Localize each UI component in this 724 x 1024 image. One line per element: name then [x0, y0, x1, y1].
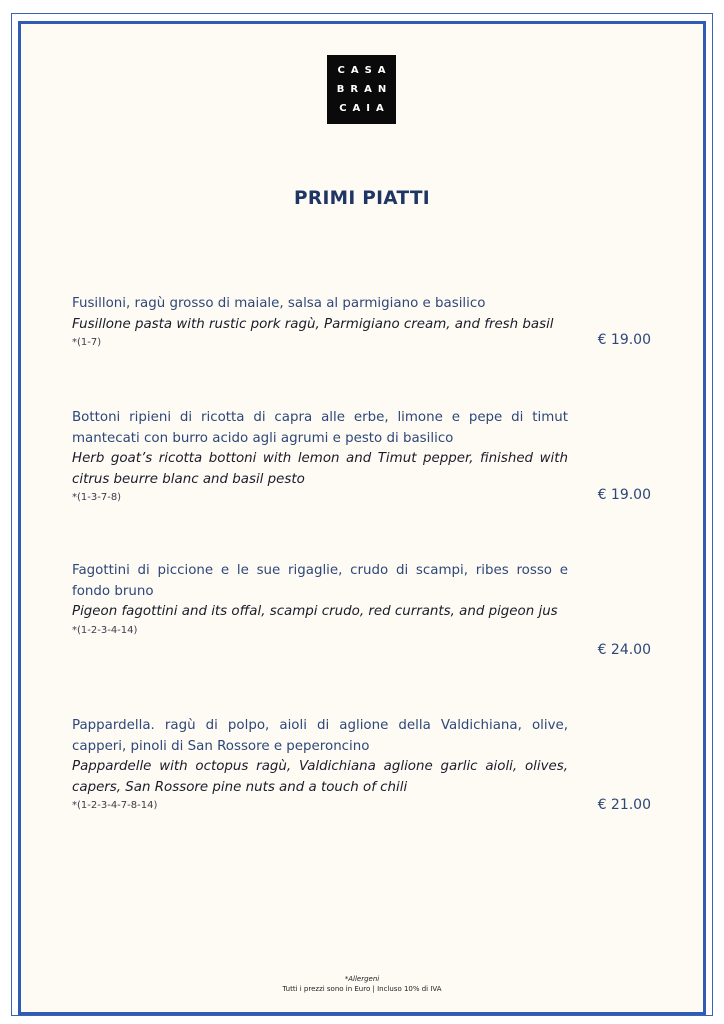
dish-name-english: Pappardelle with octopus ragù, Valdichiana aglione garlic aioli, olives, capers, San Rossore pine nuts and a touch of chili: [72, 759, 568, 795]
dish-name-english: Herb goat’s ricotta bottoni with lemon and Timut pepper, finished with citrus beurre blanc and basil pesto: [72, 451, 568, 487]
dish-name-english: Pigeon fagottini and its offal, scampi crudo, red currants, and pigeon jus: [72, 604, 558, 620]
dish-name-english: Fusillone pasta with rustic pork ragù, Parmigiano cream, and fresh basil: [72, 316, 554, 332]
allergen-codes: *(1-2-3-4-14): [72, 624, 138, 636]
logo-line-1: CASA: [337, 65, 392, 76]
brand-logo: [327, 55, 396, 124]
dish-price: € 19.00: [597, 332, 651, 348]
dish-name-italian: Bottoni ripieni di ricotta di capra alle erbe, limone e pepe di timut mantecati con burro acido agli agrumi e pesto di basilico: [72, 410, 568, 446]
dish-name-italian: Fusilloni, ragù grosso di maiale, salsa al parmigiano e basilico: [72, 296, 486, 311]
section-title: PRIMI PIATTI: [294, 188, 430, 209]
allergen-codes: *(1-2-3-4-7-8-14): [72, 800, 158, 812]
dish-name-italian: Pappardella. ragù di polpo, aioli di aglione della Valdichiana, olive, capperi, pinoli di San Rossore e peperoncino: [72, 718, 568, 754]
logo-line-2: BRAN: [336, 84, 393, 95]
dish-price: € 24.00: [597, 642, 651, 658]
allergen-codes: *(1-7): [72, 337, 102, 349]
menu-item: [72, 294, 568, 350]
dish-price: € 21.00: [597, 797, 651, 813]
logo-line-3: CAIA: [339, 103, 390, 114]
menu-item: [72, 561, 568, 638]
allergens-note: *Allergeni: [344, 975, 380, 983]
menu-item: [72, 408, 568, 505]
dish-price: € 19.00: [597, 487, 651, 503]
menu-page: [18, 21, 706, 1015]
menu-item: [72, 716, 568, 813]
dish-name-italian: Fagottini di piccione e le sue rigaglie, crudo di scampi, ribes rosso e fondo bruno: [72, 563, 568, 599]
price-note: Tutti i prezzi sono in Euro | Incluso 10% di IVA: [282, 985, 442, 993]
allergen-codes: *(1-3-7-8): [72, 492, 122, 504]
footer: [0, 974, 724, 994]
